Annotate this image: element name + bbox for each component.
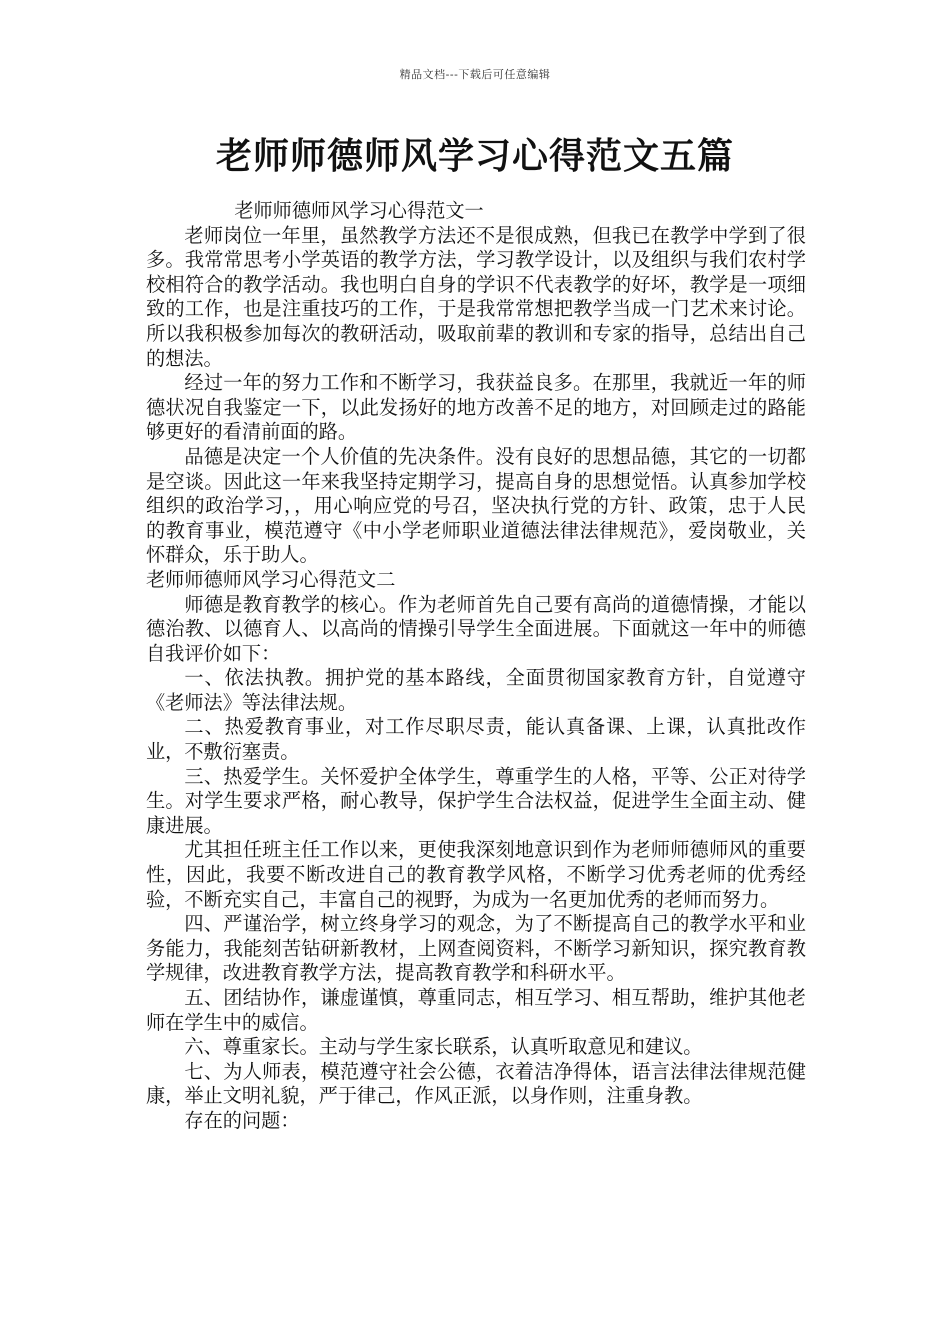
paragraph: 尤其担任班主任工作以来，更使我深刻地意识到作为老师师德师风的重要性，因此，我要不断改进自己的教育教学风格，不断学习优秀老师的优秀经验，不断充实自己，丰富自己的视野，为成为一名更加优秀的老师而努力。	[146, 838, 806, 911]
paragraph: 四、严谨治学，树立终身学习的观念，为了不断提高自己的教学水平和业务能力，我能刻苦钻研新教材，上网查阅资料，不断学习新知识，探究教育教学规律，改进教育教学方法，提高教育教学和科研水平。	[146, 912, 806, 985]
paragraph: 六、尊重家长。主动与学生家长联系，认真听取意见和建议。	[184, 1035, 703, 1059]
paragraph: 三、热爱学生。关怀爱护全体学生，尊重学生的人格，平等、公正对待学生。对学生要求严格，耐心教导，保护学生合法权益，促进学生全面主动、健康进展。	[146, 764, 806, 837]
paragraph: 五、团结协作，谦虚谨慎，尊重同志，相互学习、相互帮助，维护其他老师在学生中的威信。	[146, 986, 806, 1034]
paragraph: 老师岗位一年里，虽然教学方法还不是很成熟，但我已在教学中学到了很多。我常常思考小学英语的教学方法，学习教学设计，以及组织与我们农村学校相符合的教学活动。我也明白自身的学识不代表教学的好坏，教学是一项细致的工作，也是注重技巧的工作，于是我常常想把教学当成一门艺术来讨论。所以我积极参加每次的教研活动，吸取前辈的教训和专家的指导，总结出自己的想法。	[146, 223, 806, 370]
header-note: 精品文档---下载后可任意编辑	[399, 68, 551, 81]
paragraph: 二、热爱教育事业，对工作尽职尽责，能认真备课、上课，认真批改作业，不敷衍塞责。	[146, 715, 806, 764]
paragraph: 一、依法执教。拥护党的基本路线，全面贯彻国家教育方针，自觉遵守《老师法》等法律法规。	[146, 666, 806, 714]
paragraph: 经过一年的努力工作和不断学习，我获益良多。在那里，我就近一年的师德状况自我鉴定一下，以此发扬好的地方改善不足的地方，对回顾走过的路能够更好的看清前面的路。	[146, 371, 806, 444]
paragraph: 品德是决定一个人价值的先决条件。没有良好的思想品德，其它的一切都是空谈。因此这一年来我坚持定期学习，提高自身的思想觉悟。认真参加学校组织的政治学习，，用心响应党的号召，坚决执行党的方针、政策，忠于人民的教育事业，模范遵守《中小学老师职业道德法律法律规范》，爱岗敬业，关怀群众，乐于助人。	[146, 444, 806, 567]
section-heading-2: 老师师德师风学习心得范文二	[146, 567, 396, 591]
paragraph: 存在的问题：	[184, 1108, 300, 1132]
paragraph: 师德是教育教学的核心。作为老师首先自己要有高尚的道德情操，才能以德治教、以德育人、以高尚的情操引导学生全面进展。下面就这一年中的师德自我评价如下：	[146, 592, 806, 665]
document-body	[146, 199, 806, 1134]
document-title: 老师师德师风学习心得范文五篇	[215, 136, 734, 177]
paragraph: 七、为人师表，模范遵守社会公德，衣着洁净得体，语言法律法律规范健康，举止文明礼貌，严于律己，作风正派，以身作则，注重身教。	[146, 1059, 806, 1108]
section-heading-1: 老师师德师风学习心得范文一	[234, 199, 484, 222]
